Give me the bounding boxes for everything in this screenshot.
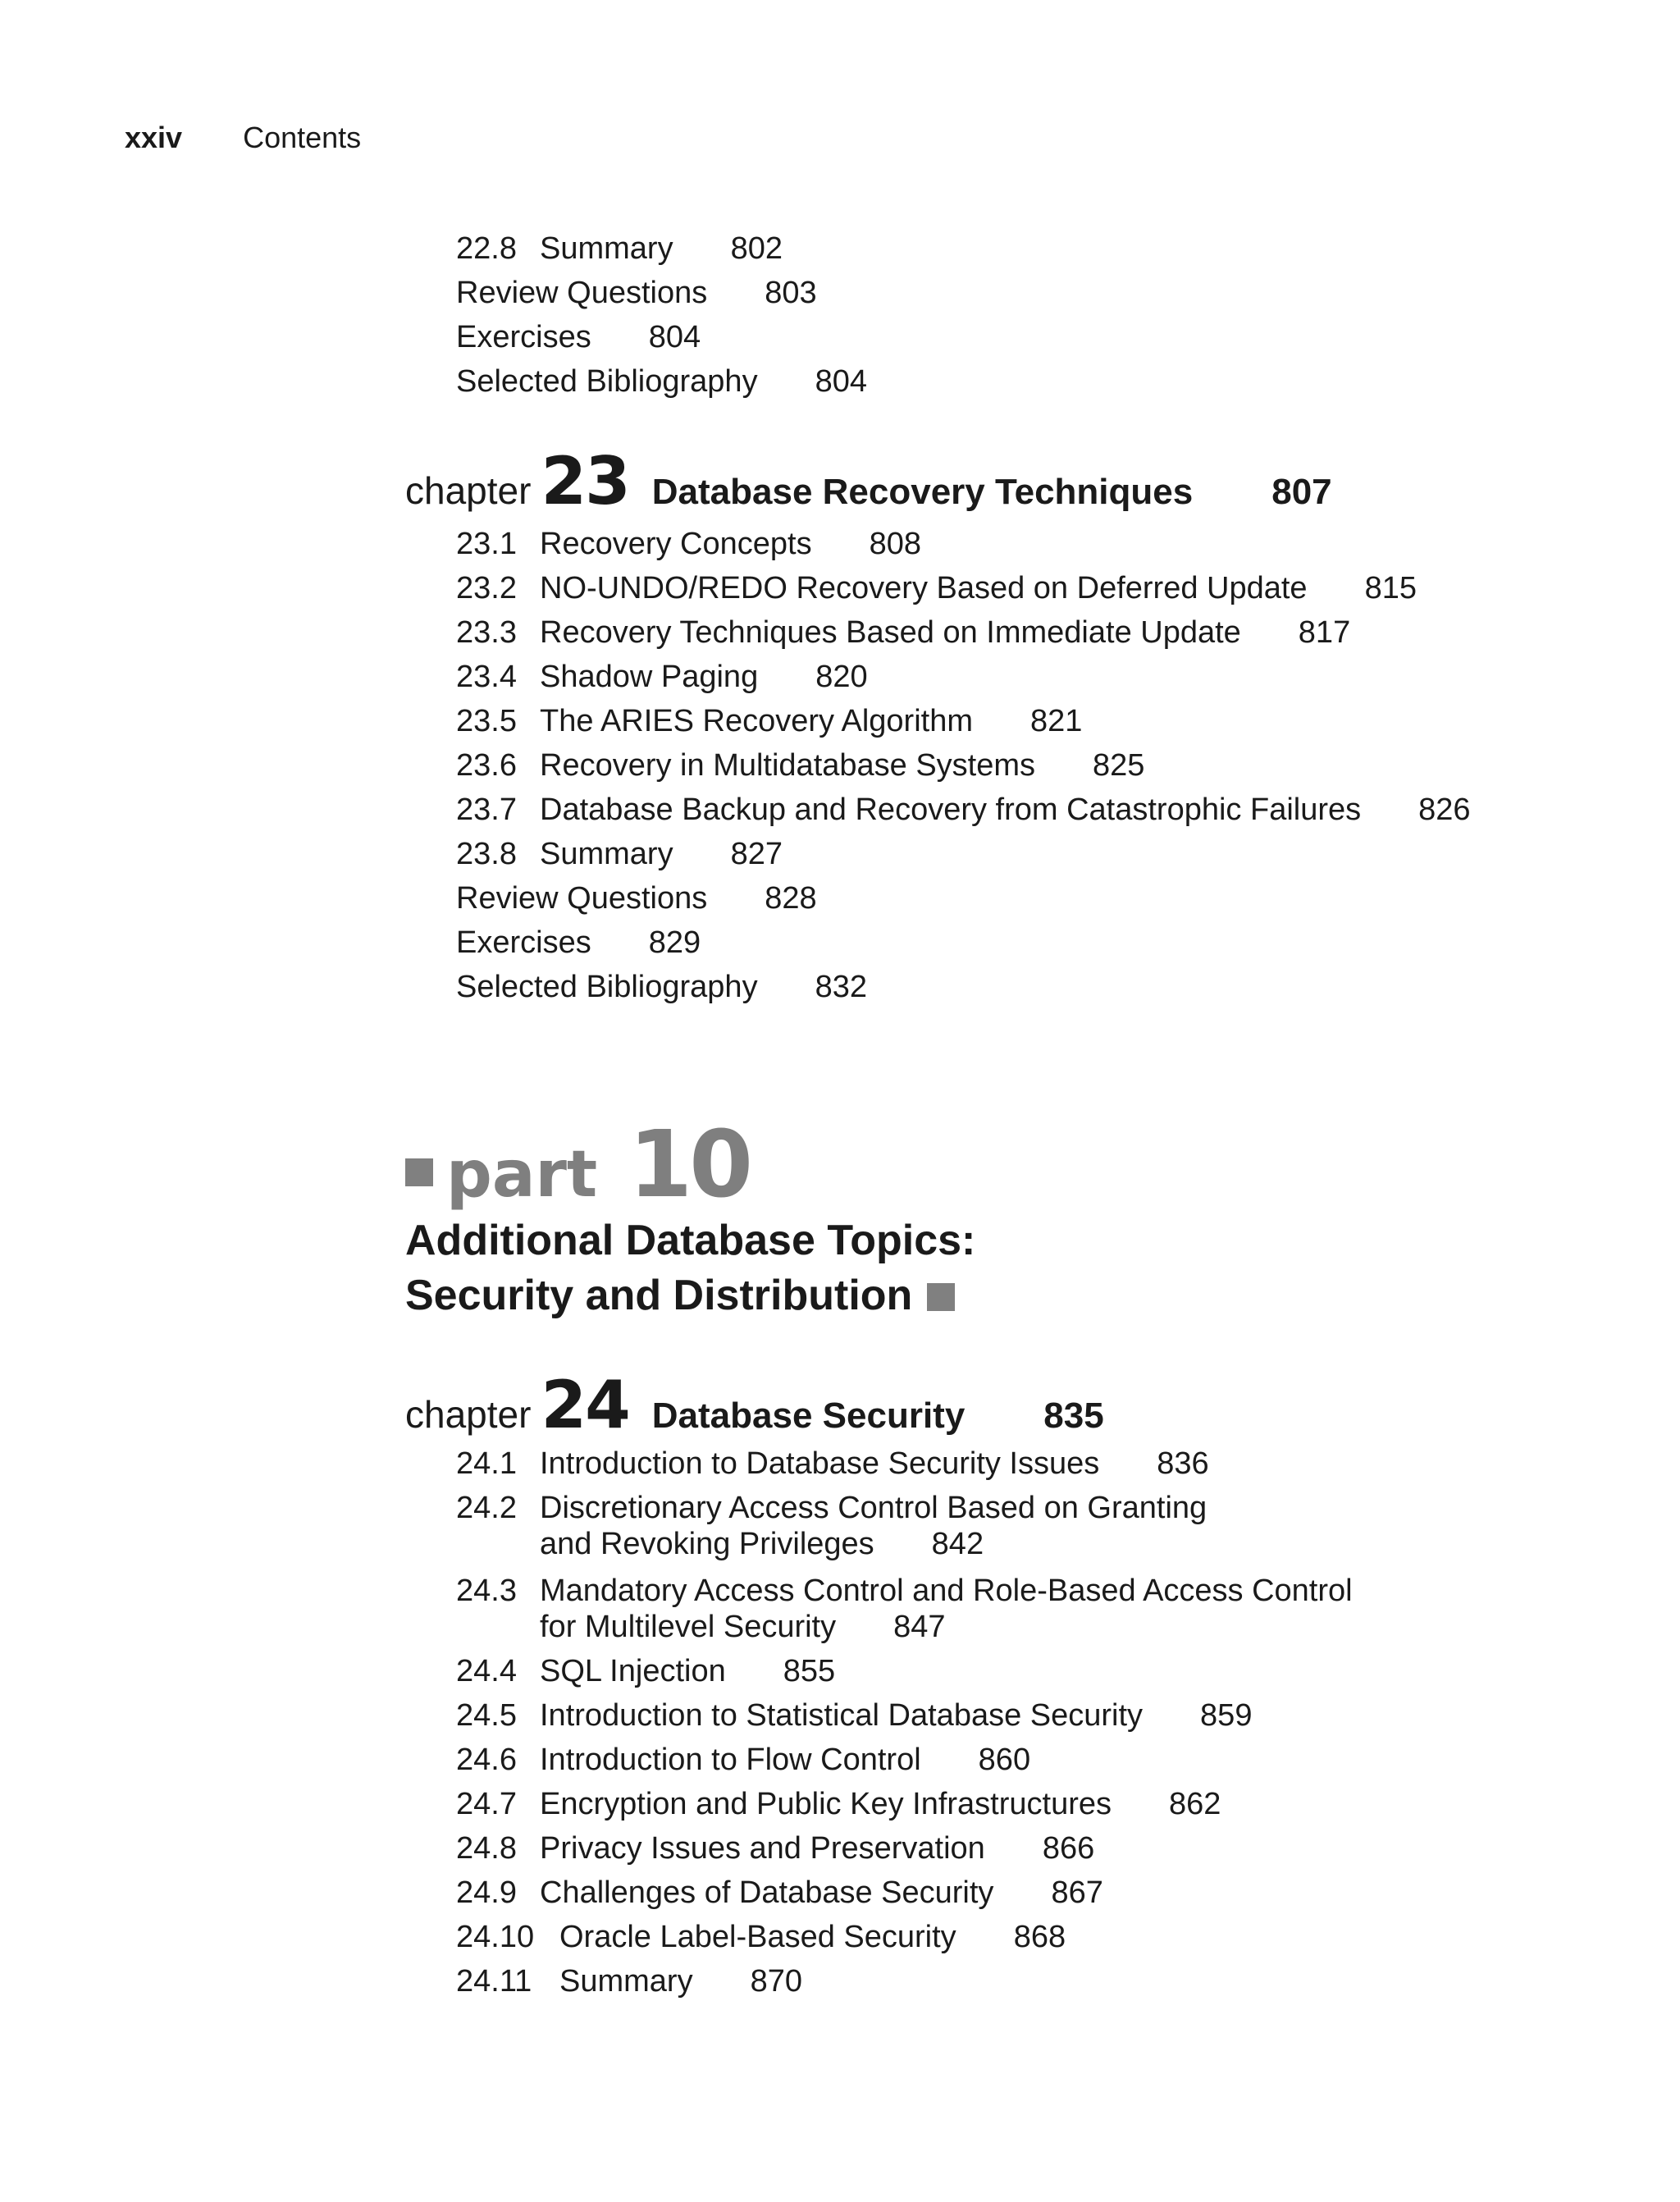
chapter-page: 807 bbox=[1271, 472, 1332, 512]
section-title-continued bbox=[540, 1526, 1207, 1562]
chapter-page: 835 bbox=[1043, 1396, 1104, 1436]
section-number: 23.4 bbox=[456, 660, 517, 694]
section-page: 867 bbox=[1051, 1875, 1103, 1910]
toc-entry[interactable] bbox=[456, 836, 783, 872]
section-title: Introduction to Flow Control bbox=[540, 1743, 921, 1777]
part-title-line-1: Additional Database Topics: bbox=[405, 1217, 976, 1264]
toc-entry[interactable] bbox=[456, 1963, 802, 1999]
section-page: 803 bbox=[765, 276, 817, 310]
section-page: 808 bbox=[869, 527, 921, 561]
section-number: 24.11 bbox=[456, 1964, 532, 1999]
section-number: 24.1 bbox=[456, 1446, 517, 1481]
section-title: Summary bbox=[540, 837, 673, 871]
section-number: 23.3 bbox=[456, 615, 517, 650]
section-number: 24.7 bbox=[456, 1787, 517, 1821]
section-number: 24.5 bbox=[456, 1698, 517, 1733]
chapter-title: Database Recovery Techniques bbox=[651, 472, 1194, 512]
section-title-continued bbox=[540, 1609, 1353, 1645]
section-page: 862 bbox=[1169, 1787, 1221, 1821]
toc-entry[interactable] bbox=[456, 363, 867, 400]
section-page: 827 bbox=[730, 837, 783, 871]
section-page: 860 bbox=[978, 1743, 1031, 1777]
section-title: Selected Bibliography bbox=[456, 970, 758, 1004]
toc-entry[interactable] bbox=[456, 1742, 1030, 1778]
part-heading bbox=[405, 1112, 750, 1218]
square-bullet-icon bbox=[927, 1283, 955, 1311]
section-number: 23.7 bbox=[456, 793, 517, 827]
chapter-word: chapter bbox=[405, 469, 532, 512]
section-page: 821 bbox=[1030, 704, 1083, 738]
section-page: 870 bbox=[750, 1964, 802, 1999]
toc-entry[interactable] bbox=[456, 925, 701, 961]
section-page: 825 bbox=[1093, 748, 1145, 783]
toc-entry[interactable] bbox=[456, 526, 921, 562]
section-number: 23.2 bbox=[456, 571, 517, 605]
section-title: Mandatory Access Control and Role-Based Access Control bbox=[540, 1574, 1353, 1608]
section-page: 804 bbox=[815, 364, 867, 399]
page-number: xxiv bbox=[125, 121, 183, 154]
toc-entry[interactable] bbox=[456, 703, 1082, 739]
toc-entry[interactable] bbox=[456, 1875, 1103, 1911]
section-title: Encryption and Public Key Infrastructures bbox=[540, 1787, 1112, 1821]
section-title: Review Questions bbox=[456, 881, 708, 916]
section-number: 24.2 bbox=[456, 1491, 517, 1525]
section-number: 23.8 bbox=[456, 837, 517, 871]
section-page: 832 bbox=[815, 970, 867, 1004]
section-title: The ARIES Recovery Algorithm bbox=[540, 704, 973, 738]
section-number: 22.8 bbox=[456, 231, 517, 266]
section-title: Recovery in Multidatabase Systems bbox=[540, 748, 1036, 783]
part-number: 10 bbox=[628, 1112, 751, 1218]
toc-entry[interactable] bbox=[456, 570, 1417, 606]
toc-entry[interactable] bbox=[456, 1697, 1252, 1734]
section-page: 802 bbox=[730, 231, 783, 266]
toc-entry[interactable] bbox=[456, 614, 1350, 651]
part-title-line-2 bbox=[405, 1268, 955, 1323]
toc-entry[interactable] bbox=[456, 1830, 1094, 1866]
section-title: Recovery Concepts bbox=[540, 527, 812, 561]
toc-entry[interactable] bbox=[456, 275, 817, 311]
section-page: 815 bbox=[1364, 571, 1417, 605]
section-page: 847 bbox=[893, 1610, 946, 1644]
square-bullet-icon bbox=[405, 1158, 433, 1186]
running-header bbox=[125, 121, 361, 154]
section-title: Summary bbox=[559, 1964, 693, 1999]
section-title-cont-text: for Multilevel Security bbox=[540, 1610, 837, 1644]
toc-entry[interactable] bbox=[456, 880, 817, 916]
section-page: 866 bbox=[1042, 1831, 1095, 1866]
toc-entry[interactable] bbox=[456, 1490, 1207, 1562]
section-title: NO-UNDO/REDO Recovery Based on Deferred Update bbox=[540, 571, 1308, 605]
section-page: 828 bbox=[765, 881, 817, 916]
toc-entry[interactable] bbox=[456, 319, 701, 355]
toc-entry[interactable] bbox=[456, 1653, 835, 1689]
toc-entry[interactable] bbox=[456, 231, 783, 267]
toc-entry[interactable] bbox=[456, 1919, 1066, 1955]
chapter-heading[interactable] bbox=[405, 443, 1332, 519]
toc-entry[interactable] bbox=[456, 792, 1471, 828]
chapter-word: chapter bbox=[405, 1393, 532, 1436]
toc-entry[interactable] bbox=[456, 1573, 1353, 1645]
section-title: SQL Injection bbox=[540, 1654, 726, 1688]
toc-entry[interactable] bbox=[456, 1446, 1209, 1482]
section-title: Exercises bbox=[456, 925, 591, 960]
section-number: 24.10 bbox=[456, 1920, 535, 1954]
section-number: 24.8 bbox=[456, 1831, 517, 1866]
chapter-heading[interactable] bbox=[405, 1367, 1104, 1443]
section-page: 826 bbox=[1418, 793, 1471, 827]
part-title-text: Security and Distribution bbox=[405, 1272, 913, 1319]
section-page: 829 bbox=[648, 925, 701, 960]
toc-entry[interactable] bbox=[456, 747, 1144, 783]
section-title: Shadow Paging bbox=[540, 660, 759, 694]
section-title: Discretionary Access Control Based on Granting bbox=[540, 1491, 1208, 1525]
section-page: 868 bbox=[1013, 1920, 1066, 1954]
section-title: Database Backup and Recovery from Catastrophic Failures bbox=[540, 793, 1362, 827]
section-number: 23.6 bbox=[456, 748, 517, 783]
section-title-cont-text: and Revoking Privileges bbox=[540, 1527, 874, 1561]
section-title: Challenges of Database Security bbox=[540, 1875, 994, 1910]
chapter-number: 23 bbox=[541, 443, 629, 519]
section-page: 817 bbox=[1298, 615, 1351, 650]
toc-entry[interactable] bbox=[456, 1786, 1221, 1822]
running-header-title: Contents bbox=[243, 121, 362, 154]
section-title: Oracle Label-Based Security bbox=[559, 1920, 956, 1954]
chapter-title: Database Security bbox=[651, 1396, 966, 1436]
section-title: Introduction to Statistical Database Security bbox=[540, 1698, 1144, 1733]
section-page: 804 bbox=[648, 320, 701, 354]
toc-entry[interactable] bbox=[456, 969, 867, 1005]
section-title: Selected Bibliography bbox=[456, 364, 758, 399]
section-page: 859 bbox=[1200, 1698, 1253, 1733]
part-word: part bbox=[446, 1138, 598, 1212]
section-number: 24.3 bbox=[456, 1574, 517, 1608]
chapter-number: 24 bbox=[541, 1367, 629, 1443]
section-number: 23.5 bbox=[456, 704, 517, 738]
section-page: 855 bbox=[783, 1654, 836, 1688]
section-title: Introduction to Database Security Issues bbox=[540, 1446, 1100, 1481]
section-title: Summary bbox=[540, 231, 673, 266]
section-page: 842 bbox=[931, 1527, 984, 1561]
section-number: 24.6 bbox=[456, 1743, 517, 1777]
section-number: 24.9 bbox=[456, 1875, 517, 1910]
section-title: Review Questions bbox=[456, 276, 708, 310]
section-page: 820 bbox=[815, 660, 868, 694]
toc-entry[interactable] bbox=[456, 659, 868, 695]
section-number: 24.4 bbox=[456, 1654, 517, 1688]
section-title: Exercises bbox=[456, 320, 591, 354]
section-title: Recovery Techniques Based on Immediate Update bbox=[540, 615, 1241, 650]
section-page: 836 bbox=[1157, 1446, 1209, 1481]
section-title: Privacy Issues and Preservation bbox=[540, 1831, 985, 1866]
section-number: 23.1 bbox=[456, 527, 517, 561]
